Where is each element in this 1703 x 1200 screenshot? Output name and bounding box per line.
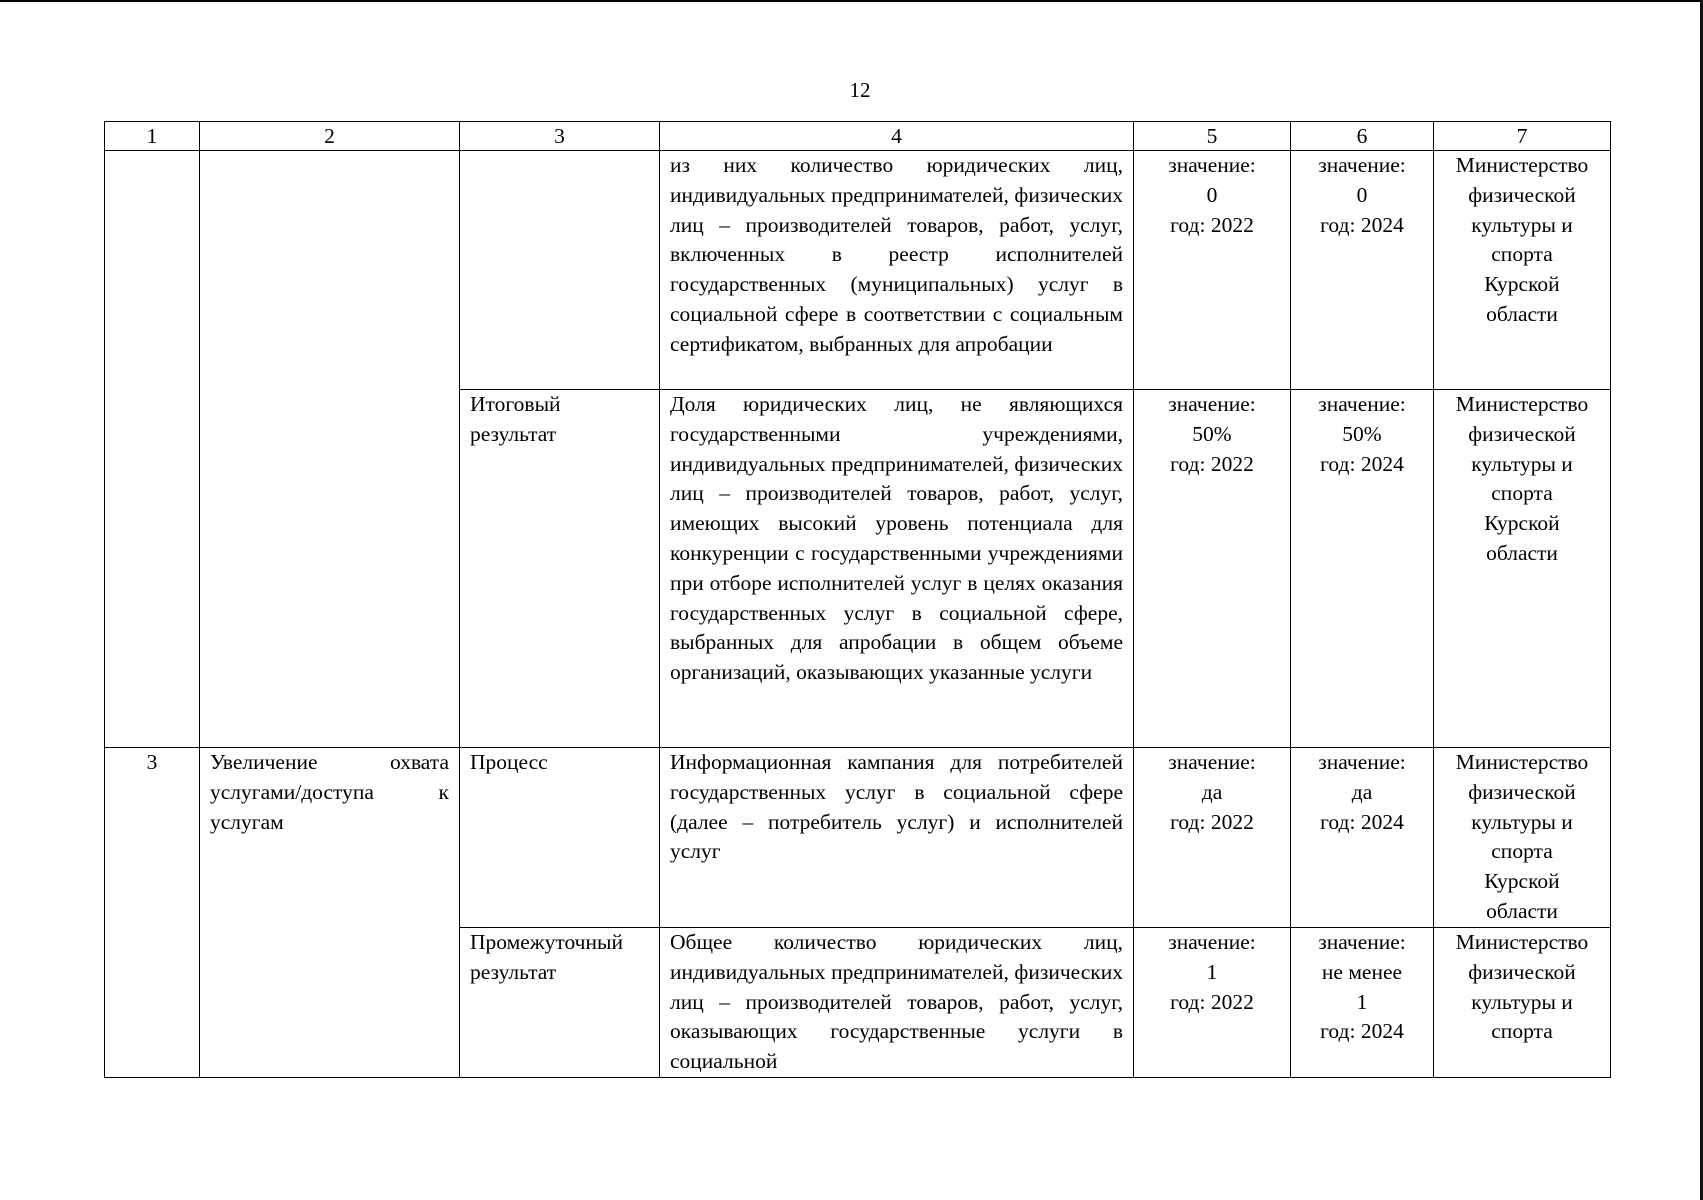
responsible-line: области [1486,540,1558,565]
responsible-line: спорта [1491,1019,1553,1044]
indicator-type-cell [460,151,660,390]
base-value: 50% [1192,421,1232,446]
base-value-cell [1134,928,1291,1078]
responsible-line: Курской [1484,272,1560,297]
target-value-label: значение: [1318,392,1406,416]
target-year: год: 2024 [1320,809,1404,834]
header-cell: 3 [460,122,660,151]
base-value-label: значение: [1168,750,1256,774]
indicator-type-cell: Процесс [460,748,660,928]
page-number: 12 [849,78,871,102]
indicator-description: Доля юридических лиц, не являющихся государственными учреждениями, индивидуальных предпринимателей, физических лиц – производителей товаров, работ, услуг, имеющих высокий уровень потенциала для конкуренции с государственными учреждениями при отборе исполнителей услуг в целях оказания государственных услуг в социальной сфере, выбранных для апробации в общем объеме организаций, оказывающих указанные услуги [660,390,1134,748]
responsible-line: спорта [1491,481,1553,506]
base-value: 0 [1206,182,1218,207]
base-value-cell [1134,151,1291,390]
base-year: год: 2022 [1170,212,1254,237]
header-cell: 1 [105,122,200,151]
responsible-line: области [1486,301,1558,326]
header-cell: 5 [1134,122,1291,151]
target-value: да [1351,779,1373,804]
base-value: 1 [1206,959,1218,984]
responsible-line: культуры и [1471,212,1573,237]
target-value: 1 [1356,989,1368,1014]
target-value-cell [1291,390,1434,748]
responsible-line: спорта [1491,839,1553,864]
header-row [105,122,1611,151]
responsible-cell [1434,748,1611,928]
responsible-line: культуры и [1471,989,1573,1014]
responsible-line: физической [1468,779,1576,804]
header-cell: 6 [1291,122,1434,151]
indicator-table [104,121,1611,1078]
base-year: год: 2022 [1170,809,1254,834]
base-year: год: 2022 [1170,989,1254,1014]
responsible-line: Министерство [1455,153,1589,177]
responsible-line: Министерство [1455,750,1589,774]
base-year: год: 2022 [1170,451,1254,476]
base-value: да [1201,779,1223,804]
task-cell [200,151,460,748]
responsible-cell [1434,928,1611,1078]
base-value-label: значение: [1168,392,1256,416]
row-number-cell [105,151,200,748]
target-value: 50% [1342,421,1382,446]
responsible-line: физической [1468,182,1576,207]
target-year: год: 2024 [1320,212,1404,237]
target-value-cell [1291,151,1434,390]
row-number-cell: 3 [105,748,200,1078]
target-value-label: значение: [1318,750,1406,774]
responsible-line: Министерство [1455,930,1589,954]
responsible-line: физической [1468,959,1576,984]
responsible-line: культуры и [1471,809,1573,834]
base-value-label: значение: [1168,153,1256,177]
responsible-line: спорта [1491,242,1553,267]
header-cell: 7 [1434,122,1611,151]
responsible-line: физической [1468,421,1576,446]
responsible-cell [1434,390,1611,748]
responsible-line: культуры и [1471,451,1573,476]
table-row [105,151,1611,390]
target-value-qualifier: не менее [1321,959,1403,984]
base-value-label: значение: [1168,930,1256,954]
responsible-line: Курской [1484,869,1560,894]
target-value-cell [1291,748,1434,928]
indicator-description: Общее количество юридических лиц, индивидуальных предпринимателей, физических лиц – производителей товаров, работ, услуг, оказывающих государственные услуги в социальной [660,928,1134,1078]
indicator-type-cell: Промежуточный результат [460,928,660,1078]
table-row [105,748,1611,928]
responsible-line: Министерство [1455,392,1589,416]
header-cell: 2 [200,122,460,151]
target-value-label: значение: [1318,153,1406,177]
target-year: год: 2024 [1320,451,1404,476]
target-year: год: 2024 [1320,1019,1404,1044]
base-value-cell [1134,390,1291,748]
indicator-description: Информационная кампания для потребителей государственных услуг в социальной сфере (далее – потребитель услуг) и исполнителей услуг [660,748,1134,928]
responsible-line: Курской [1484,511,1560,536]
target-value-cell [1291,928,1434,1078]
indicator-type-cell: Итоговый результат [460,390,660,748]
task-cell: Увеличение охвата услугами/доступа к услугам [200,748,460,1078]
target-value-label: значение: [1318,930,1406,954]
responsible-cell [1434,151,1611,390]
header-cell: 4 [660,122,1134,151]
target-value: 0 [1356,182,1368,207]
scan-border-top [0,0,1703,2]
indicator-description: из них количество юридических лиц, индивидуальных предпринимателей, физических лиц – производителей товаров, работ, услуг, включенных в реестр исполнителей государственных (муниципальных) услуг в социальной сфере в соответствии с социальным сертификатом, выбранных для апробации [660,151,1134,390]
responsible-line: области [1486,898,1558,923]
base-value-cell [1134,748,1291,928]
